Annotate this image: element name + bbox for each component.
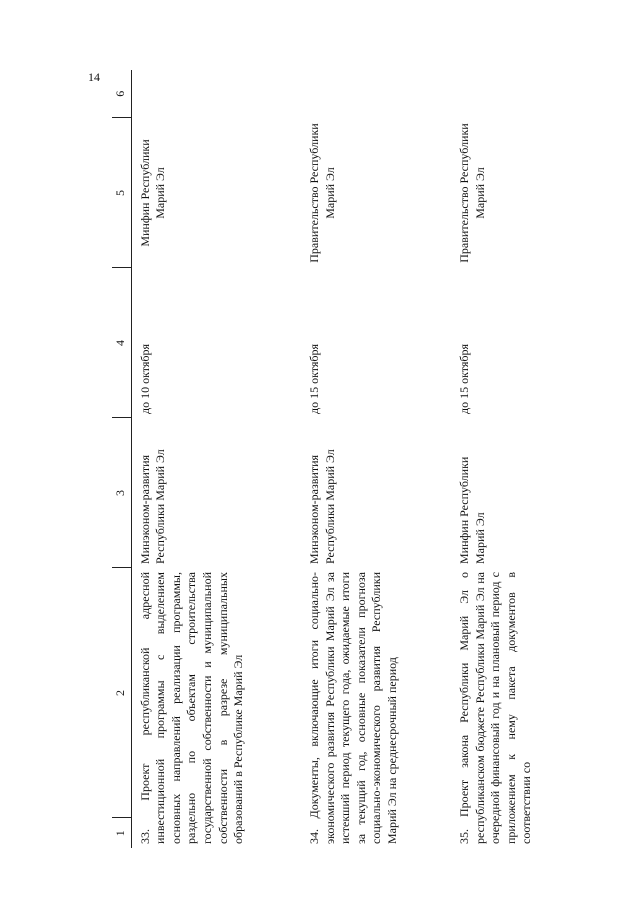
item-text: 35. Проект закона Республики Марий Эл о республиканском бюджете Республики Марий Эл на очередной финансовый год и на плановый период с приложением к нему пакета документов в соответствии со xyxy=(457,572,534,844)
schedule-table xyxy=(112,70,545,848)
item-note xyxy=(131,70,301,118)
item-note xyxy=(301,70,451,118)
column-header: 4 xyxy=(112,268,131,418)
item-text: 33. Проект республиканской адресной инвестиционной программы с выделением основных направлений реализации программы, раздельно по объектам строительства государственной собственности и муниципальной собственности в разрезе муниципальных образований в Республике Марий Эл xyxy=(137,572,246,844)
table-row xyxy=(131,70,301,848)
column-header: 6 xyxy=(112,70,131,118)
page-number: 14 xyxy=(88,70,100,84)
item-executor: Минфин Республики Марий Эл xyxy=(457,456,487,564)
item-note xyxy=(451,70,545,118)
column-header: 2 xyxy=(112,568,131,818)
item-recipient: Минфин Республики Марий Эл xyxy=(137,139,168,247)
column-header: 5 xyxy=(112,118,131,268)
document-page xyxy=(112,70,534,848)
table-row xyxy=(451,70,545,848)
item-deadline: до 10 октября xyxy=(137,343,152,414)
item-text: 34. Документы, включающие итоги социально-экономического развития Республики Марий Эл за истекший период текущего года, ожидаемые итоги за текущий год, основные показатели прогноза социально-экономического развития Республики Марий Эл на среднесрочный период xyxy=(307,572,400,844)
table-row xyxy=(301,70,451,848)
item-deadline: до 15 октября xyxy=(457,343,472,414)
column-header: 3 xyxy=(112,418,131,568)
item-recipient: Правительство Республики Марий Эл xyxy=(307,123,337,263)
column-header: 1 xyxy=(112,818,131,848)
item-deadline: до 15 октября xyxy=(307,343,322,414)
item-recipient: Правительство Республики Марий Эл xyxy=(457,123,487,263)
item-executor: Минэконом-развития Республики Марий Эл xyxy=(137,449,168,564)
table-header-row xyxy=(112,70,131,848)
item-executor: Минэконом-развития Республики Марий Эл xyxy=(307,449,337,564)
